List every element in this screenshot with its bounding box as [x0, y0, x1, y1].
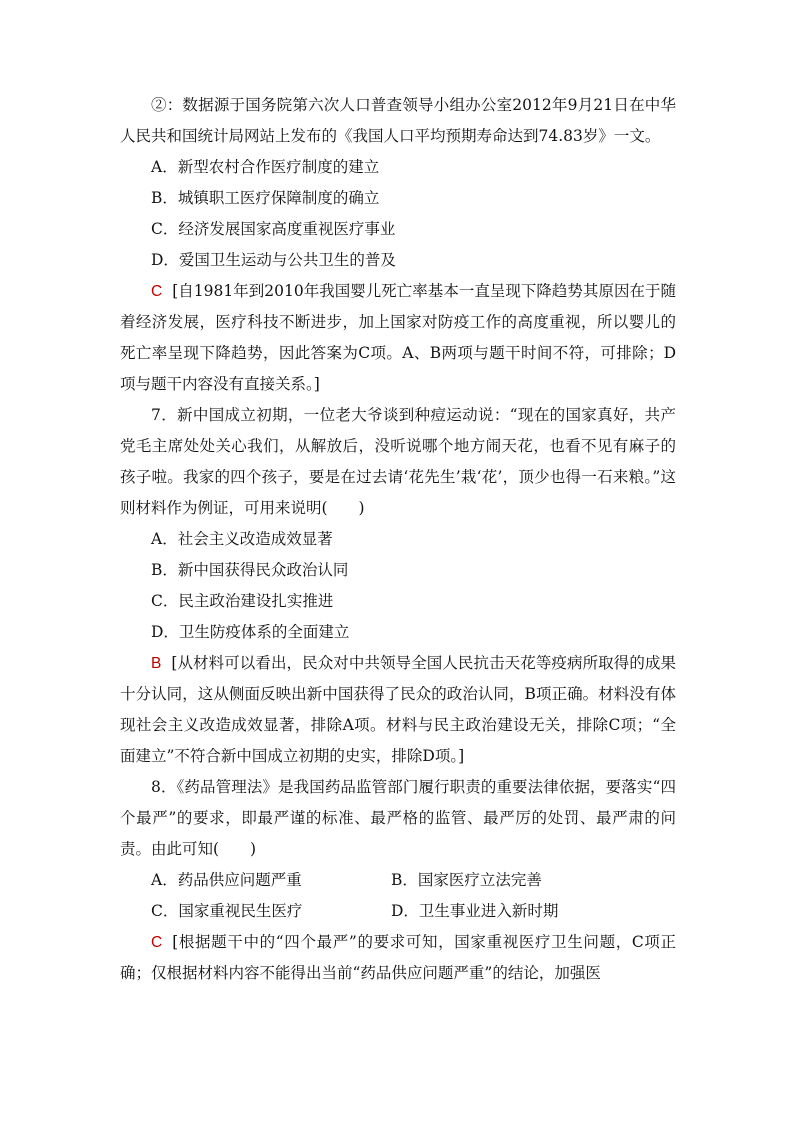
q6-explanation: [自1981年到2010年我国婴儿死亡率基本一直呈现下降趋势其原因在于随着经济发展，医疗科技不断进步，加上国家对防疫工作的高度重视，所以婴儿的死亡率呈现下降趋势，因此答案为C项。A、B两项与题干时间不符，可排除；D项与题干内容没有直接关系。]	[120, 282, 676, 393]
note-2: ②：数据源于国务院第六次人口普查领导小组办公室2012年9月21日在中华人民共和国统计局网站上发布的《我国人口平均预期寿命达到74.83岁》一文。	[120, 96, 676, 145]
q7-option-c: C．民主政治建设扎实推进	[151, 592, 334, 610]
document-page	[120, 90, 676, 989]
q6-answer: C	[151, 283, 163, 300]
q6-option-a: A．新型农村合作医疗制度的建立	[151, 158, 380, 176]
q7-option-a: A．社会主义改造成效显著	[151, 530, 333, 548]
q6-option-c: C．经济发展国家高度重视医疗事业	[151, 220, 396, 238]
q7-option-d: D．卫生防疫体系的全面建立	[151, 623, 350, 641]
q7-stem: 7．新中国成立初期，一位老大爷谈到种痘运动说：“现在的国家真好，共产党毛主席处处关心我们，从解放后，没听说哪个地方闹天花，也看不见有麻子的孩子啦。我家的四个孩子，要是在过去请‘花先生’栽‘花’，顶少也得一石来粮。”这则材料作为例证，可用来说明( )	[120, 406, 676, 517]
q8-answer-block	[120, 927, 676, 989]
q6-option-b: B．城镇职工医疗保障制度的确立	[151, 189, 380, 207]
q8-option-d: D．卫生事业进入新时期	[391, 902, 559, 920]
q7-answer-block	[120, 648, 676, 772]
q7-answer: B	[151, 655, 162, 672]
q6-option-d: D．爱国卫生运动与公共卫生的普及	[151, 251, 396, 269]
q8-option-c: C．国家重视民生医疗	[151, 902, 303, 920]
q7-explanation: [从材料可以看出，民众对中共领导全国人民抗击天花等疫病所取得的成果十分认同，这从侧面反映出新中国获得了民众的政治认同，B项正确。材料没有体现社会主义改造成效显著，排除A项。材料与民主政治建设无关，排除C项；“全面建立”不符合新中国成立初期的史实，排除D项。]	[120, 654, 676, 765]
q7-option-b: B．新中国获得民众政治认同	[151, 561, 349, 579]
q6-answer-block	[120, 276, 676, 400]
q8-option-a: A．药品供应问题严重	[151, 871, 302, 889]
q8-explanation: [根据题干中的“四个最严”的要求可知，国家重视医疗卫生问题，C项正确；仅根据材料内容不能得出当前“药品供应问题严重”的结论，加强医	[120, 933, 676, 982]
q8-answer: C	[151, 934, 163, 951]
q8-options-row-1	[120, 865, 676, 896]
q8-options-row-2	[120, 896, 676, 927]
q8-stem: 8．《药品管理法》是我国药品监管部门履行职责的重要法律依据，要落实“四个最严”的要求，即最严谨的标准、最严格的监管、最严厉的处罚、最严肃的问责。由此可知( )	[120, 778, 676, 858]
q8-option-b: B．国家医疗立法完善	[391, 871, 542, 889]
